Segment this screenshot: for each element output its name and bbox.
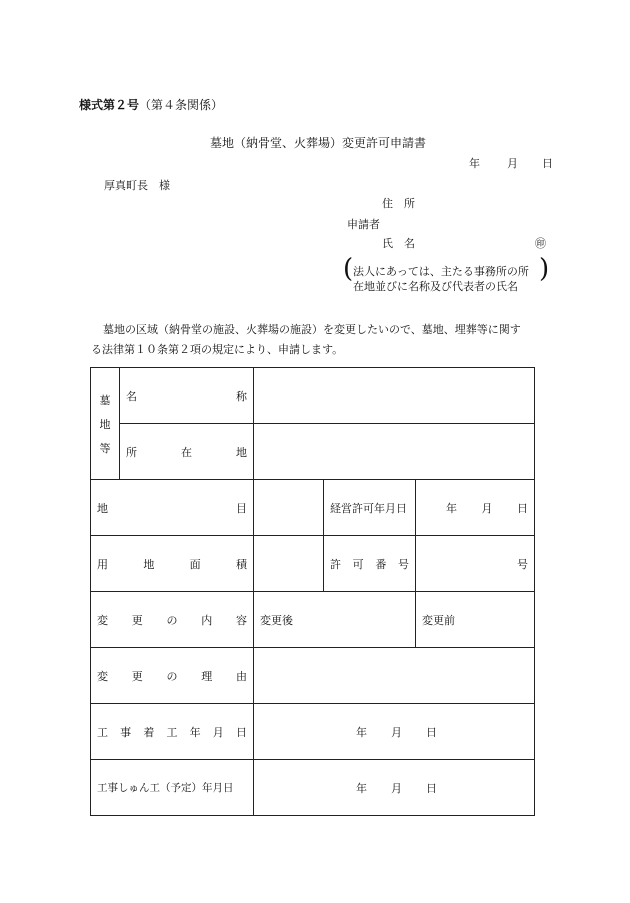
name-label: 氏 名 bbox=[382, 237, 415, 250]
land-area-label: 用 地 面 積 bbox=[91, 536, 254, 592]
construction-start-field[interactable]: 年 月 日 bbox=[254, 704, 535, 760]
date-year-label: 年 bbox=[469, 157, 480, 170]
note-line-1: 法人にあっては、主たる事務所の所 bbox=[353, 265, 529, 278]
location-field[interactable] bbox=[254, 424, 535, 480]
construction-end-field[interactable]: 年 月 日 bbox=[254, 760, 535, 816]
open-bracket: ( bbox=[343, 254, 354, 284]
application-table bbox=[90, 367, 535, 816]
construction-start-label: 工 事 着 工 年 月 日 bbox=[91, 704, 254, 760]
cemetery-group-label: 墓 地 等 bbox=[91, 368, 120, 480]
date-day-label: 日 bbox=[542, 157, 553, 170]
addressee: 厚真町長 様 bbox=[104, 179, 170, 192]
construction-end-label: 工事しゅん工（予定）年月日 bbox=[91, 760, 254, 816]
applicant-label: 申請者 bbox=[347, 218, 380, 231]
change-content-label: 変 更 の 内 容 bbox=[91, 592, 254, 648]
land-category-field[interactable] bbox=[254, 480, 324, 536]
body-text-line-1: 墓地の区域（納骨堂の施設、火葬場の施設）を変更したいので、墓地、埋葬等に関す bbox=[103, 323, 521, 336]
permit-number-field[interactable]: 号 bbox=[416, 536, 535, 592]
business-permit-date-label: 経営許可年月日 bbox=[324, 480, 416, 536]
name-field[interactable] bbox=[254, 368, 535, 424]
address-label: 住 所 bbox=[382, 197, 415, 210]
business-permit-date-field[interactable]: 年 月 日 bbox=[416, 480, 535, 536]
body-text-line-2: る法律第１０条第２項の規定により、申請します。 bbox=[91, 343, 344, 356]
page-title: 墓地（納骨堂、火葬場）変更許可申請書 bbox=[210, 136, 427, 150]
change-reason-field[interactable] bbox=[254, 648, 535, 704]
form-number: 様式第２号（第４条関係） bbox=[79, 98, 224, 112]
note-line-2: 在地並びに名称及び代表者の氏名 bbox=[353, 280, 518, 293]
corporation-note bbox=[343, 254, 553, 293]
date-month-label: 月 bbox=[507, 157, 518, 170]
close-bracket: ) bbox=[539, 254, 550, 284]
after-change-field[interactable]: 変更後 bbox=[254, 592, 416, 648]
before-change-field[interactable]: 変更前 bbox=[416, 592, 535, 648]
permit-number-label: 許 可 番 号 bbox=[324, 536, 416, 592]
name-row-label: 名 称 bbox=[120, 368, 254, 424]
land-area-field[interactable] bbox=[254, 536, 324, 592]
location-row-label: 所 在 地 bbox=[120, 424, 254, 480]
seal-mark: ㊞ bbox=[535, 237, 546, 250]
change-reason-label: 変 更 の 理 由 bbox=[91, 648, 254, 704]
land-category-label: 地 目 bbox=[91, 480, 254, 536]
